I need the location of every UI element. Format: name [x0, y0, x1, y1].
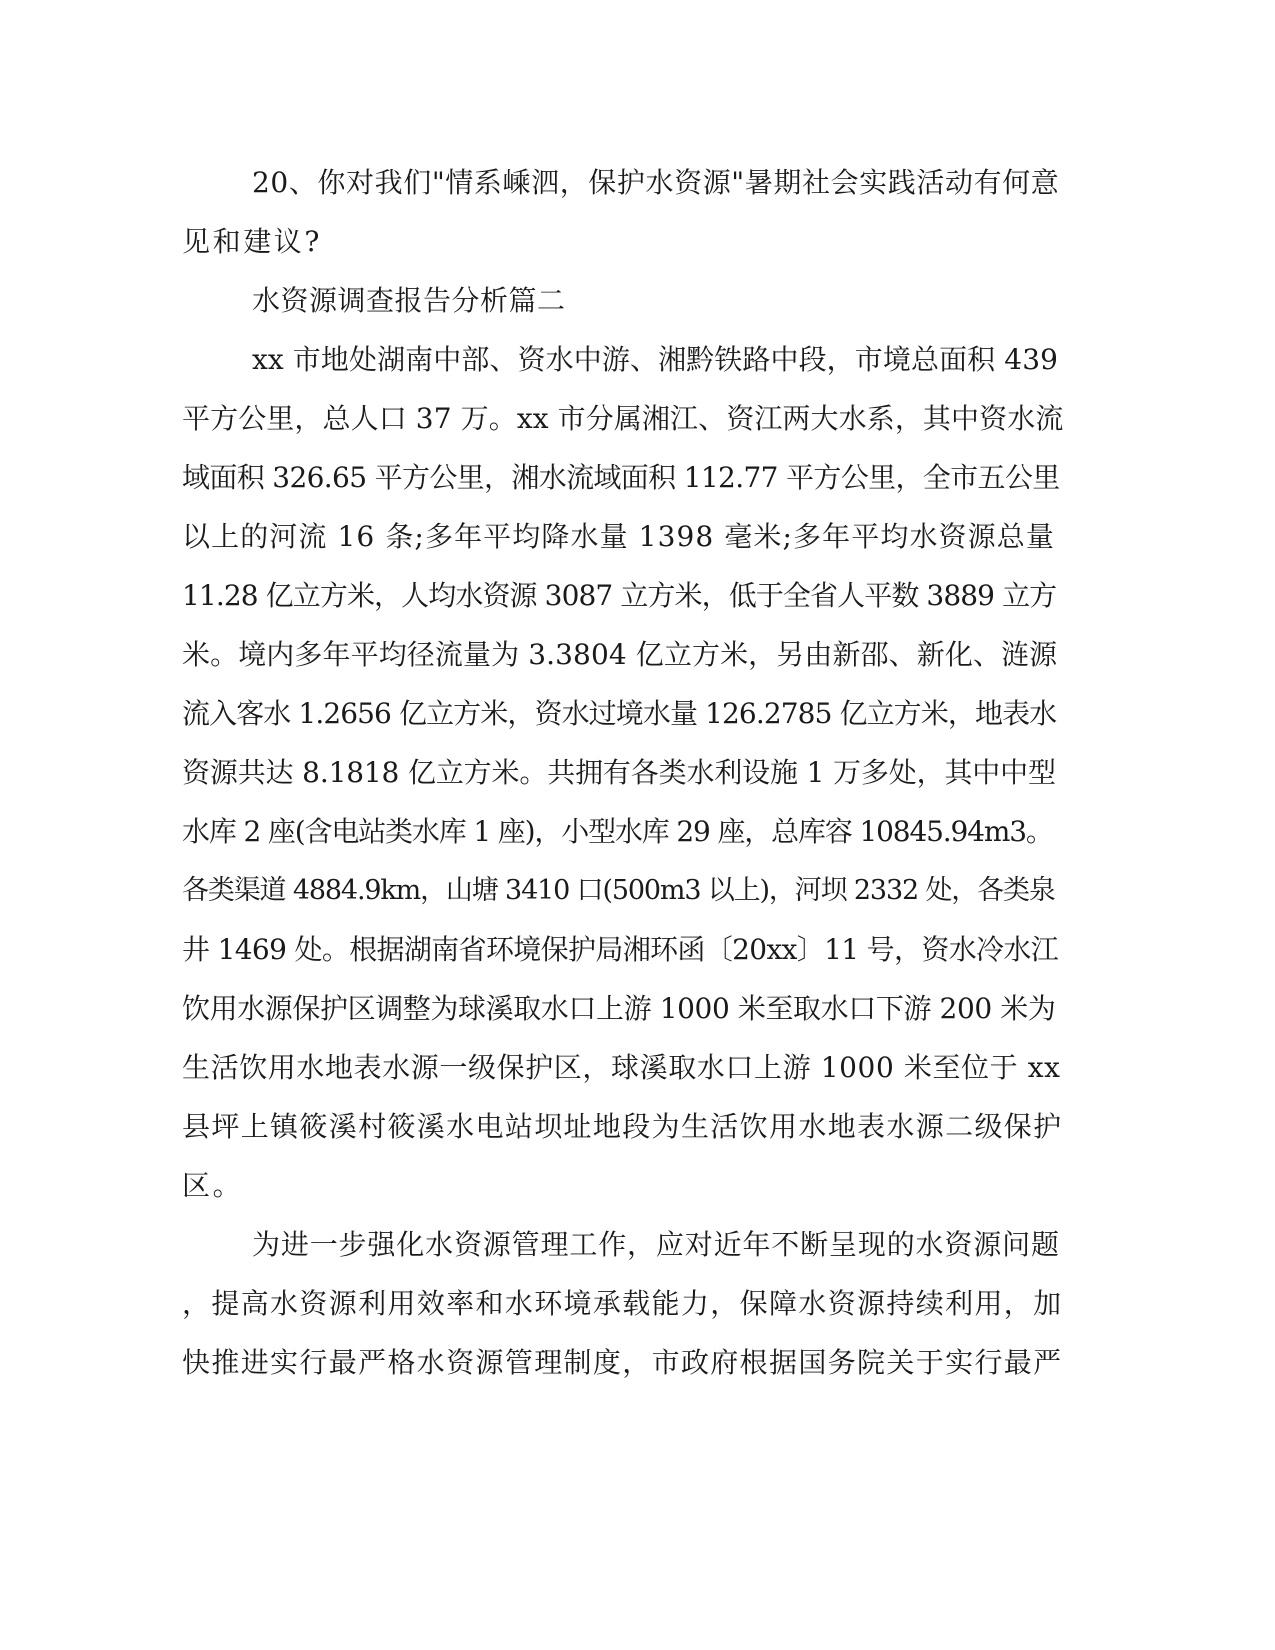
paragraph-1-line-12: 饮用水源保护区调整为球溪取水口上游 1000 米至取水口下游 200 米为 [182, 992, 1056, 1025]
paragraph-1-line-4: 以上的河流 16 条;多年平均降水量 1398 毫米;多年平均水资源总量 [182, 520, 1055, 553]
paragraph-1-line-13: 生活饮用水地表水源一级保护区，球溪取水口上游 1000 米至位于 xx [182, 1051, 1061, 1084]
paragraph-1-line-6: 米。境内多年平均径流量为 3.3804 亿立方米，另由新邵、新化、涟源 [182, 638, 1058, 671]
question-line-1: 20、你对我们"情系嵊泗，保护水资源"暑期社会实践活动有何意 [252, 166, 1060, 199]
paragraph-1-line-1: xx 市地处湖南中部、资水中游、湘黔铁路中段，市境总面积 439 [252, 343, 1059, 376]
paragraph-2-line-3: 快推进实行最严格水资源管理制度，市政府根据国务院关于实行最严 [182, 1346, 1063, 1379]
paragraph-1-line-5: 11.28 亿立方米，人均水资源 3087 立方米，低于全省人平数 3889 立方 [182, 579, 1057, 612]
section-heading: 水资源调查报告分析篇二 [252, 284, 566, 317]
paragraph-1-line-7: 流入客水 1.2656 亿立方米，资水过境水量 126.2785 亿立方米，地表水 [182, 697, 1057, 730]
paragraph-1-line-10: 各类渠道 4884.9km，山塘 3410 口(500m3 以上)，河坝 2332 处，各类泉 [182, 875, 1055, 906]
paragraph-1-line-11: 井 1469 处。根据湖南省环境保护局湘环函〔20xx〕11 号，资水冷水江 [182, 933, 1059, 966]
paragraph-1-line-8: 资源共达 8.1818 亿立方米。共拥有各类水利设施 1 万多处，其中中型 [182, 756, 1056, 789]
paragraph-2-line-1: 为进一步强化水资源管理工作，应对近年不断呈现的水资源问题 [252, 1228, 1060, 1261]
paragraph-1-line-2: 平方公里，总人口 37 万。xx 市分属湘江、资江两大水系，其中资水流 [182, 402, 1064, 435]
paragraph-2-line-2: ，提高水资源利用效率和水环境承载能力，保障水资源持续利用，加 [182, 1287, 1063, 1320]
paragraph-1-line-15: 区。 [182, 1169, 244, 1202]
paragraph-1-line-9: 水库 2 座(含电站类水库 1 座)，小型水库 29 座，总库容 10845.94m3。 [182, 815, 1053, 848]
paragraph-1-line-14: 县坪上镇筱溪村筱溪水电站坝址地段为生活饮用水地表水源二级保护 [182, 1110, 1063, 1143]
question-line-2: 见和建议? [182, 225, 323, 258]
paragraph-1-line-3: 域面积 326.65 平方公里，湘水流域面积 112.77 平方公里，全市五公里 [182, 461, 1060, 494]
